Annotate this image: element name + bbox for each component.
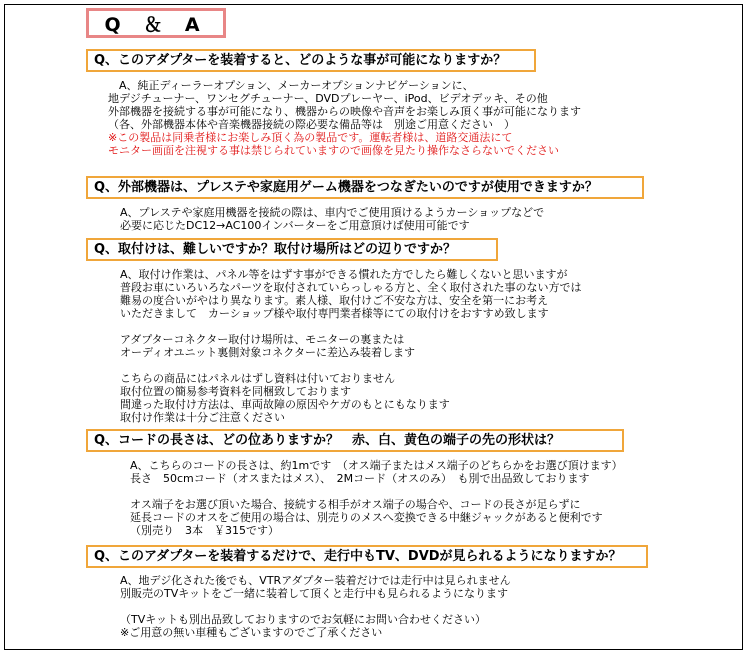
answer-3	[120, 268, 582, 424]
answer-line: 必要に応じたDC12→AC100インバーターをご用意頂けば使用可能です	[120, 219, 470, 232]
answer-line: A、純正ディーラーオプション、メーカーオプションナビゲーションに、	[108, 79, 474, 92]
answer-line: オーディオユニット裏側対象コネクターに差込み装着します	[120, 346, 416, 359]
answer-line: ※ご用意の無い車種もございますのでご了承ください	[120, 626, 383, 639]
page-title: Q ＆ A	[86, 8, 226, 38]
warning-line: ※この製品は同乗者様にお楽しみ頂く為の製品です。運転者様は、道路交通法にて	[108, 131, 513, 144]
answer-line: 別販売のTVキットをご一緒に装着して頂くと走行中も見られるようになります	[120, 587, 509, 600]
question-5: Q、このアダプターを装着するだけで、走行中もTV、DVDが見られるようになりますか？	[86, 545, 648, 568]
answer-line: A、取付け作業は、パネル等をはずす事ができる慣れた方でしたら難しくないと思いますが	[120, 268, 568, 281]
question-1: Q、このアダプターを装着すると、どのような事が可能になりますか？	[86, 49, 536, 72]
answer-line: 外部機器を接続する事が可能になり、機器からの映像や音声をお楽しみ頂く事が可能になります	[108, 105, 581, 118]
answer-line: 延長コードのオスをご使用の場合は、別売りのメスへ変換できる中継ジャックがあると便利です	[130, 511, 603, 524]
answer-line: 間違った取付け方法は、車両故障の原因やケガのもとにもなります	[120, 398, 450, 411]
answer-1	[108, 79, 581, 157]
answer-4	[130, 459, 623, 537]
answer-line: 長さ 50cmコード（オスまたはメス）、 2Mコード（オスのみ） も別で出品致しております	[130, 472, 590, 485]
answer-line: こちらの商品にはパネルはずし資料は付いておりません	[120, 372, 395, 385]
answer-line: アダプターコネクター取付け場所は、モニターの裏または	[120, 333, 405, 346]
question-4: Q、コードの長さは、どの位ありますか？ 赤、白、黄色の端子の先の形状は？	[86, 429, 624, 452]
answer-line: （別売り 3本 ￥315です）	[130, 524, 279, 537]
answer-line: 難易の度合いがやはり異なります。素人様、取付けご不安な方は、安全を第一にお考え	[120, 294, 549, 307]
answer-line: オス端子をお選び頂いた場合、接続する相手がオス端子の場合や、コードの長さが足らずに	[130, 498, 581, 511]
question-3: Q、取付けは、難しいですか？取付け場所はどの辺りですか？	[86, 238, 498, 261]
answer-line: 普段お車にいろいろなパーツを取付されていらっしゃる方と、全く取付された事のない方では	[120, 281, 582, 294]
question-2: Q、外部機器は、プレステや家庭用ゲーム機器をつなぎたいのですが使用できますか？	[86, 176, 644, 199]
warning-line: モニター画面を注視する事は禁じられていますので画像を見たり操作なさらないでください	[108, 144, 559, 157]
answer-line: A、地デジ化された後でも、VTRアダプター装着だけでは走行中は見られません	[120, 574, 511, 587]
answer-line: 取付け作業は十分ご注意ください	[120, 411, 285, 424]
answer-line: いただきまして カーショップ様や取付専門業者様等にての取付けをおすすめ致します	[120, 307, 549, 320]
answer-2	[120, 206, 544, 232]
answer-line: 取付位置の簡易参考資料を同梱致しております	[120, 385, 351, 398]
answer-line: （各、外部機器本体や音楽機器接続の際必要な備品等は 別途ご用意ください ）	[108, 118, 515, 131]
answer-line: A、プレステや家庭用機器を接続の際は、車内でご使用頂けるようカーショップなどで	[120, 206, 545, 219]
answer-5	[120, 574, 511, 639]
answer-line: （TVキットも別出品致しておりますのでお気軽にお問い合わせください）	[120, 613, 487, 626]
answer-line: 地デジチューナー、ワンセグチューナー、DVDプレーヤー、iPod、ビデオデッキ、その他	[108, 92, 548, 105]
answer-line: A、こちらのコードの長さは、約1mです （オス端子またはメス端子のどちらかをお選び頂けます）	[130, 459, 623, 472]
